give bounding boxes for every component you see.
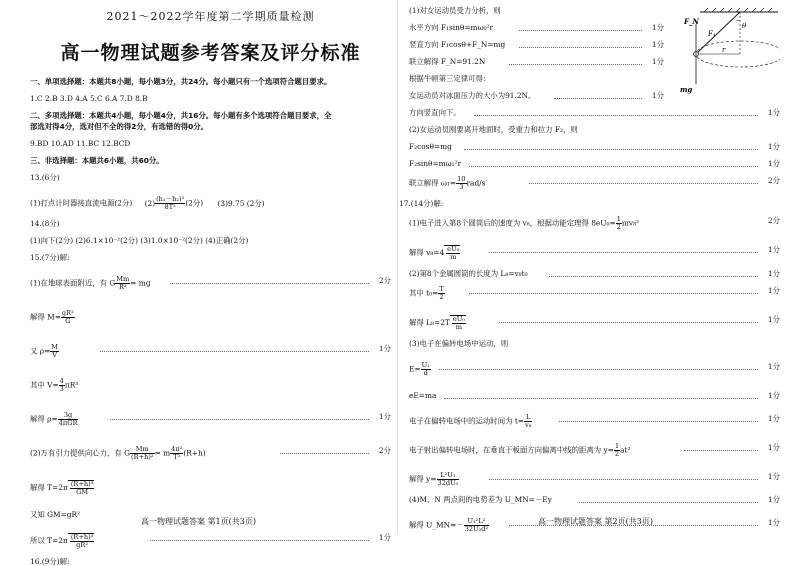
step-text: 解得 y= xyxy=(409,475,437,484)
q16-step-1: (1)对女运动员受力分析，则 xyxy=(409,6,780,15)
step-text: 又 ρ= xyxy=(30,347,50,356)
fraction-denominator: 4πGR xyxy=(58,420,79,427)
q13-answer-3: (3)9.75 (2分) xyxy=(218,199,265,208)
q16-step-11 xyxy=(409,176,780,191)
step-fraction xyxy=(115,276,130,291)
fraction-denominator: 3 xyxy=(456,184,466,191)
score-leader-dots xyxy=(439,362,758,370)
section-2-answers: 9.BD 10.AD 11.BC 12.BCD xyxy=(30,139,391,148)
q14-heading: 14.(8分) xyxy=(30,219,391,228)
step-text: 联立解得 ω₁= xyxy=(409,179,456,188)
score-label: 1分 xyxy=(768,142,780,151)
score-label: 1分 xyxy=(652,23,664,32)
page-left xyxy=(0,0,397,533)
score-label: 1分 xyxy=(768,443,780,452)
step-text: (4)M、N 两点间的电势差为 U_MN=－Ey xyxy=(409,495,552,504)
fraction-denominator: 3 xyxy=(59,386,65,393)
score-label: 2分 xyxy=(768,216,780,225)
fraction-denominator: m xyxy=(446,254,460,261)
step-text: (1)电子进入第8个圆筒后的速度为 v₈，根据动能定理得 8eU₀= xyxy=(409,219,616,228)
q16-step-6 xyxy=(409,91,664,100)
fraction-numerator: M xyxy=(50,344,59,352)
fraction-numerator: L xyxy=(524,414,532,422)
score-label: 1分 xyxy=(768,362,780,371)
score-label: 1分 xyxy=(379,533,391,542)
score-label: 1分 xyxy=(768,315,780,324)
step-fraction xyxy=(456,176,466,191)
q15-step-8: 又知 GM=gR² xyxy=(30,510,391,519)
score-leader-dots xyxy=(499,315,758,323)
step-text: F₂cosθ=mg xyxy=(409,142,452,151)
fraction-numerator: 10 xyxy=(456,176,466,184)
fraction-numerator: eU₀ xyxy=(452,316,466,324)
q17-step-2 xyxy=(409,245,780,261)
step-text: 方向竖直向下。 xyxy=(409,108,461,117)
fraction-numerator: 4 xyxy=(59,378,65,386)
q13-answers xyxy=(30,196,391,211)
radius-label: r xyxy=(722,46,726,54)
score-leader-dots xyxy=(150,533,369,541)
score-leader-dots xyxy=(444,391,758,399)
q15-step-7 xyxy=(30,480,391,496)
step-text: 其中 t₀= xyxy=(409,289,438,298)
q13-heading: 13.(6分) xyxy=(30,173,391,182)
score-leader-dots xyxy=(464,142,758,150)
score-leader-dots xyxy=(529,176,758,184)
score-leader-dots xyxy=(519,40,642,48)
score-leader-dots xyxy=(469,159,758,167)
step-text: 竖直方向 F₁cosθ+F_N=mg xyxy=(409,40,505,49)
score-leader-dots xyxy=(170,276,369,284)
score-leader-dots xyxy=(519,23,642,31)
fraction-numerator: 4π² xyxy=(170,446,183,454)
score-label: 2分 xyxy=(379,276,391,285)
score-label: 1分 xyxy=(768,269,780,278)
score-label: 1分 xyxy=(768,391,780,400)
step-text: 其中 V= xyxy=(30,381,59,390)
page-right xyxy=(397,0,794,533)
step-fraction xyxy=(437,472,460,487)
score-label: 1分 xyxy=(768,245,780,254)
fraction-numerator: gR² xyxy=(61,310,75,318)
sqrt-symbol xyxy=(444,245,460,261)
fraction-denominator: GM xyxy=(70,489,95,496)
step-text: F₂sinθ=mω₁²r xyxy=(409,159,461,168)
score-leader-dots xyxy=(554,91,642,99)
q17-step-5 xyxy=(409,315,780,331)
step-text: 联立解得 F_N=91.2N xyxy=(409,57,485,66)
fraction-numerator: U₁²L² xyxy=(464,518,489,526)
q17-step-9 xyxy=(409,414,780,429)
fraction-denominator: V xyxy=(50,352,59,359)
angle-label: θ xyxy=(742,22,747,30)
fraction-numerator: (R+h)³ xyxy=(70,534,95,542)
score-label: 1分 xyxy=(768,286,780,295)
q17-step-10 xyxy=(409,443,780,458)
score-label: 1分 xyxy=(652,91,664,100)
section-3-heading: 三、非选择题：本题共6小题，共60分。 xyxy=(30,156,391,165)
step-text: 解得 v₈=4 xyxy=(409,248,444,257)
fraction-numerator: 3g xyxy=(58,412,79,420)
score-label: 1分 xyxy=(652,40,664,49)
fraction-denominator: (R+h)² xyxy=(130,454,155,461)
q16-step-10 xyxy=(409,159,780,168)
fraction-denominator: gR² xyxy=(70,542,95,549)
fraction-numerator: Mm xyxy=(115,276,130,284)
fraction-denominator: v₈ xyxy=(524,422,532,429)
step-text: (1)在地球表面附近，有 G xyxy=(30,279,115,288)
fraction-denominator: T² xyxy=(170,454,183,461)
fraction-denominator: 2 xyxy=(438,294,444,301)
step-fraction xyxy=(421,362,431,377)
q16-step-2 xyxy=(409,23,664,32)
fraction-denominator: R² xyxy=(115,284,130,291)
fraction-numerator: 1 xyxy=(614,443,620,451)
score-leader-dots xyxy=(110,412,369,420)
q17-step-1 xyxy=(409,216,780,231)
fraction-numerator: (h₁－h₂)² xyxy=(155,196,185,204)
score-leader-dots xyxy=(559,414,758,422)
score-label: 1分 xyxy=(768,108,780,117)
step-text: 水平方向 F₁sinθ=mω₀²r xyxy=(409,23,493,32)
q16-step-9 xyxy=(409,142,780,151)
fraction-numerator: L²U₁ xyxy=(437,472,460,480)
section-1-answers: 1.C 2.B 3.D 4.A 5.C 6.A 7.D 8.B xyxy=(30,94,391,103)
fraction-denominator: d xyxy=(421,370,431,377)
step-text: 解得 M= xyxy=(30,313,61,322)
fraction-denominator: 32dU₀ xyxy=(437,480,460,487)
score-label: 1分 xyxy=(379,412,391,421)
q16-step-5: 根据牛顿第三定律可得： xyxy=(409,74,780,83)
exam-subtitle: 2021～2022学年度第二学期质量检测 xyxy=(30,8,391,24)
score-leader-dots xyxy=(684,443,758,451)
score-leader-dots xyxy=(579,495,758,503)
q16-step-8: (2)女运动员刚要离开地面时，受重力和拉力 F₂，则 xyxy=(409,125,780,134)
q17-step-7 xyxy=(409,362,780,377)
section-1-heading: 一、单项选择题：本题共8小题，每小题3分，共24分。每小题只有一个选项符合题目要求。 xyxy=(30,77,391,86)
page-footer-left: 高一物理试题答案 第1页(共3页) xyxy=(0,516,397,527)
step-text-post: (R+h) xyxy=(183,449,205,458)
fraction-denominator: G xyxy=(61,318,75,325)
score-label: 2分 xyxy=(768,176,780,185)
score-label: 1分 xyxy=(768,159,780,168)
sqrt-symbol xyxy=(68,480,95,496)
step-text: 电子在偏转电场中的运动时间为 t= xyxy=(409,417,524,426)
step-text-mid: = m xyxy=(155,449,171,458)
fraction-numerator: eU₀ xyxy=(446,246,460,254)
score-leader-dots xyxy=(489,472,758,480)
score-leader-dots xyxy=(469,286,758,294)
score-leader-dots xyxy=(549,269,758,277)
step-text: 解得 T=2π xyxy=(30,483,68,492)
q13-answer-2-pre: (2) xyxy=(145,199,155,208)
q15-heading: 15.(7分)解: xyxy=(30,253,391,262)
fraction-denominator: 2 xyxy=(614,451,620,458)
step-text: eE=ma xyxy=(409,391,436,400)
step-fraction xyxy=(58,412,79,427)
step-text-post: πR³ xyxy=(65,381,78,390)
section-2-heading-cont: 部选对得4分，选对但不全的得2分，有选错的得0分。 xyxy=(30,122,391,131)
step-fraction xyxy=(50,344,59,359)
score-leader-dots xyxy=(509,57,642,65)
q17-step-4 xyxy=(409,286,780,301)
rope-line xyxy=(696,12,740,54)
step-fraction xyxy=(61,310,75,325)
step-fraction xyxy=(130,446,155,461)
q15-step-1 xyxy=(30,276,391,291)
page-title: 高一物理试题参考答案及评分标准 xyxy=(30,38,391,65)
step-text: (2)万有引力提供向心力，有 G xyxy=(30,449,130,458)
step-text: 电子射出偏转电场时，在垂直于板面方向偏离中线的距离为 y= xyxy=(409,446,614,455)
score-label: 1分 xyxy=(379,344,391,353)
q15-step-9 xyxy=(30,533,391,549)
page-footer-right: 高一物理试题答案 第2页(共3页) xyxy=(397,516,794,527)
q17-step-6: (3)电子在偏转电场中运动，则 xyxy=(409,339,780,348)
score-leader-dots xyxy=(100,344,369,352)
step-text: 女运动员对冰面压力的大小为91.2N。 xyxy=(409,91,535,100)
step-fraction xyxy=(438,286,444,301)
fraction-denominator: m xyxy=(452,324,466,331)
step-text: (2)第8个金属圆筒的长度为 L₈=v₈t₀ xyxy=(409,269,528,278)
q16-step-3 xyxy=(409,40,664,49)
step-fraction xyxy=(524,414,532,429)
section-2-heading: 二、多项选择题：本题共4小题，每小题4分，共16分。每小题有多个选项符合题目要求，全 xyxy=(30,111,391,120)
score-label: 1分 xyxy=(768,472,780,481)
step-fraction xyxy=(446,246,460,261)
step-fraction xyxy=(452,316,466,331)
q16-step-7 xyxy=(409,108,780,117)
score-label: 1分 xyxy=(768,414,780,423)
sqrt-symbol xyxy=(68,533,95,549)
fraction-numerator: (R+h)³ xyxy=(70,481,95,489)
step-fraction xyxy=(70,481,95,496)
score-label: 2分 xyxy=(379,446,391,455)
step-text-post: mv₈² xyxy=(622,219,639,228)
step-fraction xyxy=(70,534,95,549)
tension-label: F₁ xyxy=(707,30,716,38)
step-text-post: = mg xyxy=(130,279,150,288)
q13-answer-1: (1)打点计时器接直流电源(2分) xyxy=(30,199,132,208)
step-text: 解得 U_MN=－ xyxy=(409,521,464,530)
q15-step-5 xyxy=(30,412,391,427)
q15-step-6 xyxy=(30,446,391,461)
q15-step-2 xyxy=(30,310,391,325)
q17-heading: 17.(14分)解: xyxy=(399,199,780,208)
q17-step-8 xyxy=(409,391,780,400)
q15-step-4 xyxy=(30,378,391,393)
fraction-denominator: 2 xyxy=(616,224,622,231)
q17-step-3 xyxy=(409,269,780,278)
q14-answers: (1)向下(2分) (2)6.1×10⁻²(2分) (3)1.0×10⁻²(2分) (4)正确(2分) xyxy=(30,236,391,245)
q15-step-3 xyxy=(30,344,391,359)
score-leader-dots xyxy=(474,108,758,116)
step-text: E= xyxy=(409,365,421,374)
q17-step-12 xyxy=(409,495,780,504)
fraction-denominator: 8T² xyxy=(155,204,185,211)
score-label: 1分 xyxy=(768,518,780,527)
fraction-numerator: T xyxy=(438,286,444,294)
gravity-label: mg xyxy=(680,85,692,94)
score-label: 1分 xyxy=(768,495,780,504)
fraction-numerator: Mm xyxy=(130,446,155,454)
score-label: 1分 xyxy=(652,57,664,66)
step-text-post: at² xyxy=(620,446,630,455)
q16-step-4 xyxy=(409,57,664,66)
step-text: 解得 L₈=2T xyxy=(409,318,450,327)
q13-answer-2-fraction xyxy=(155,196,185,211)
step-text-post: rad/s xyxy=(467,179,486,188)
fraction-numerator: U₁ xyxy=(421,362,431,370)
normal-force-label: F_N xyxy=(683,17,699,26)
score-leader-dots xyxy=(280,446,369,454)
score-leader-dots xyxy=(489,245,758,253)
step-fraction-2 xyxy=(170,446,183,461)
fraction-denominator: 32U₀d² xyxy=(464,526,489,533)
q16-heading: 16.(9分)解: xyxy=(30,557,391,566)
fraction-numerator: 1 xyxy=(616,216,622,224)
q13-answer-2-score: (2分) xyxy=(185,199,203,208)
step-text: 解得 ρ= xyxy=(30,415,58,424)
q17-step-11 xyxy=(409,472,780,487)
sqrt-symbol xyxy=(450,315,466,331)
step-text: 所以 T=2π xyxy=(30,536,68,545)
